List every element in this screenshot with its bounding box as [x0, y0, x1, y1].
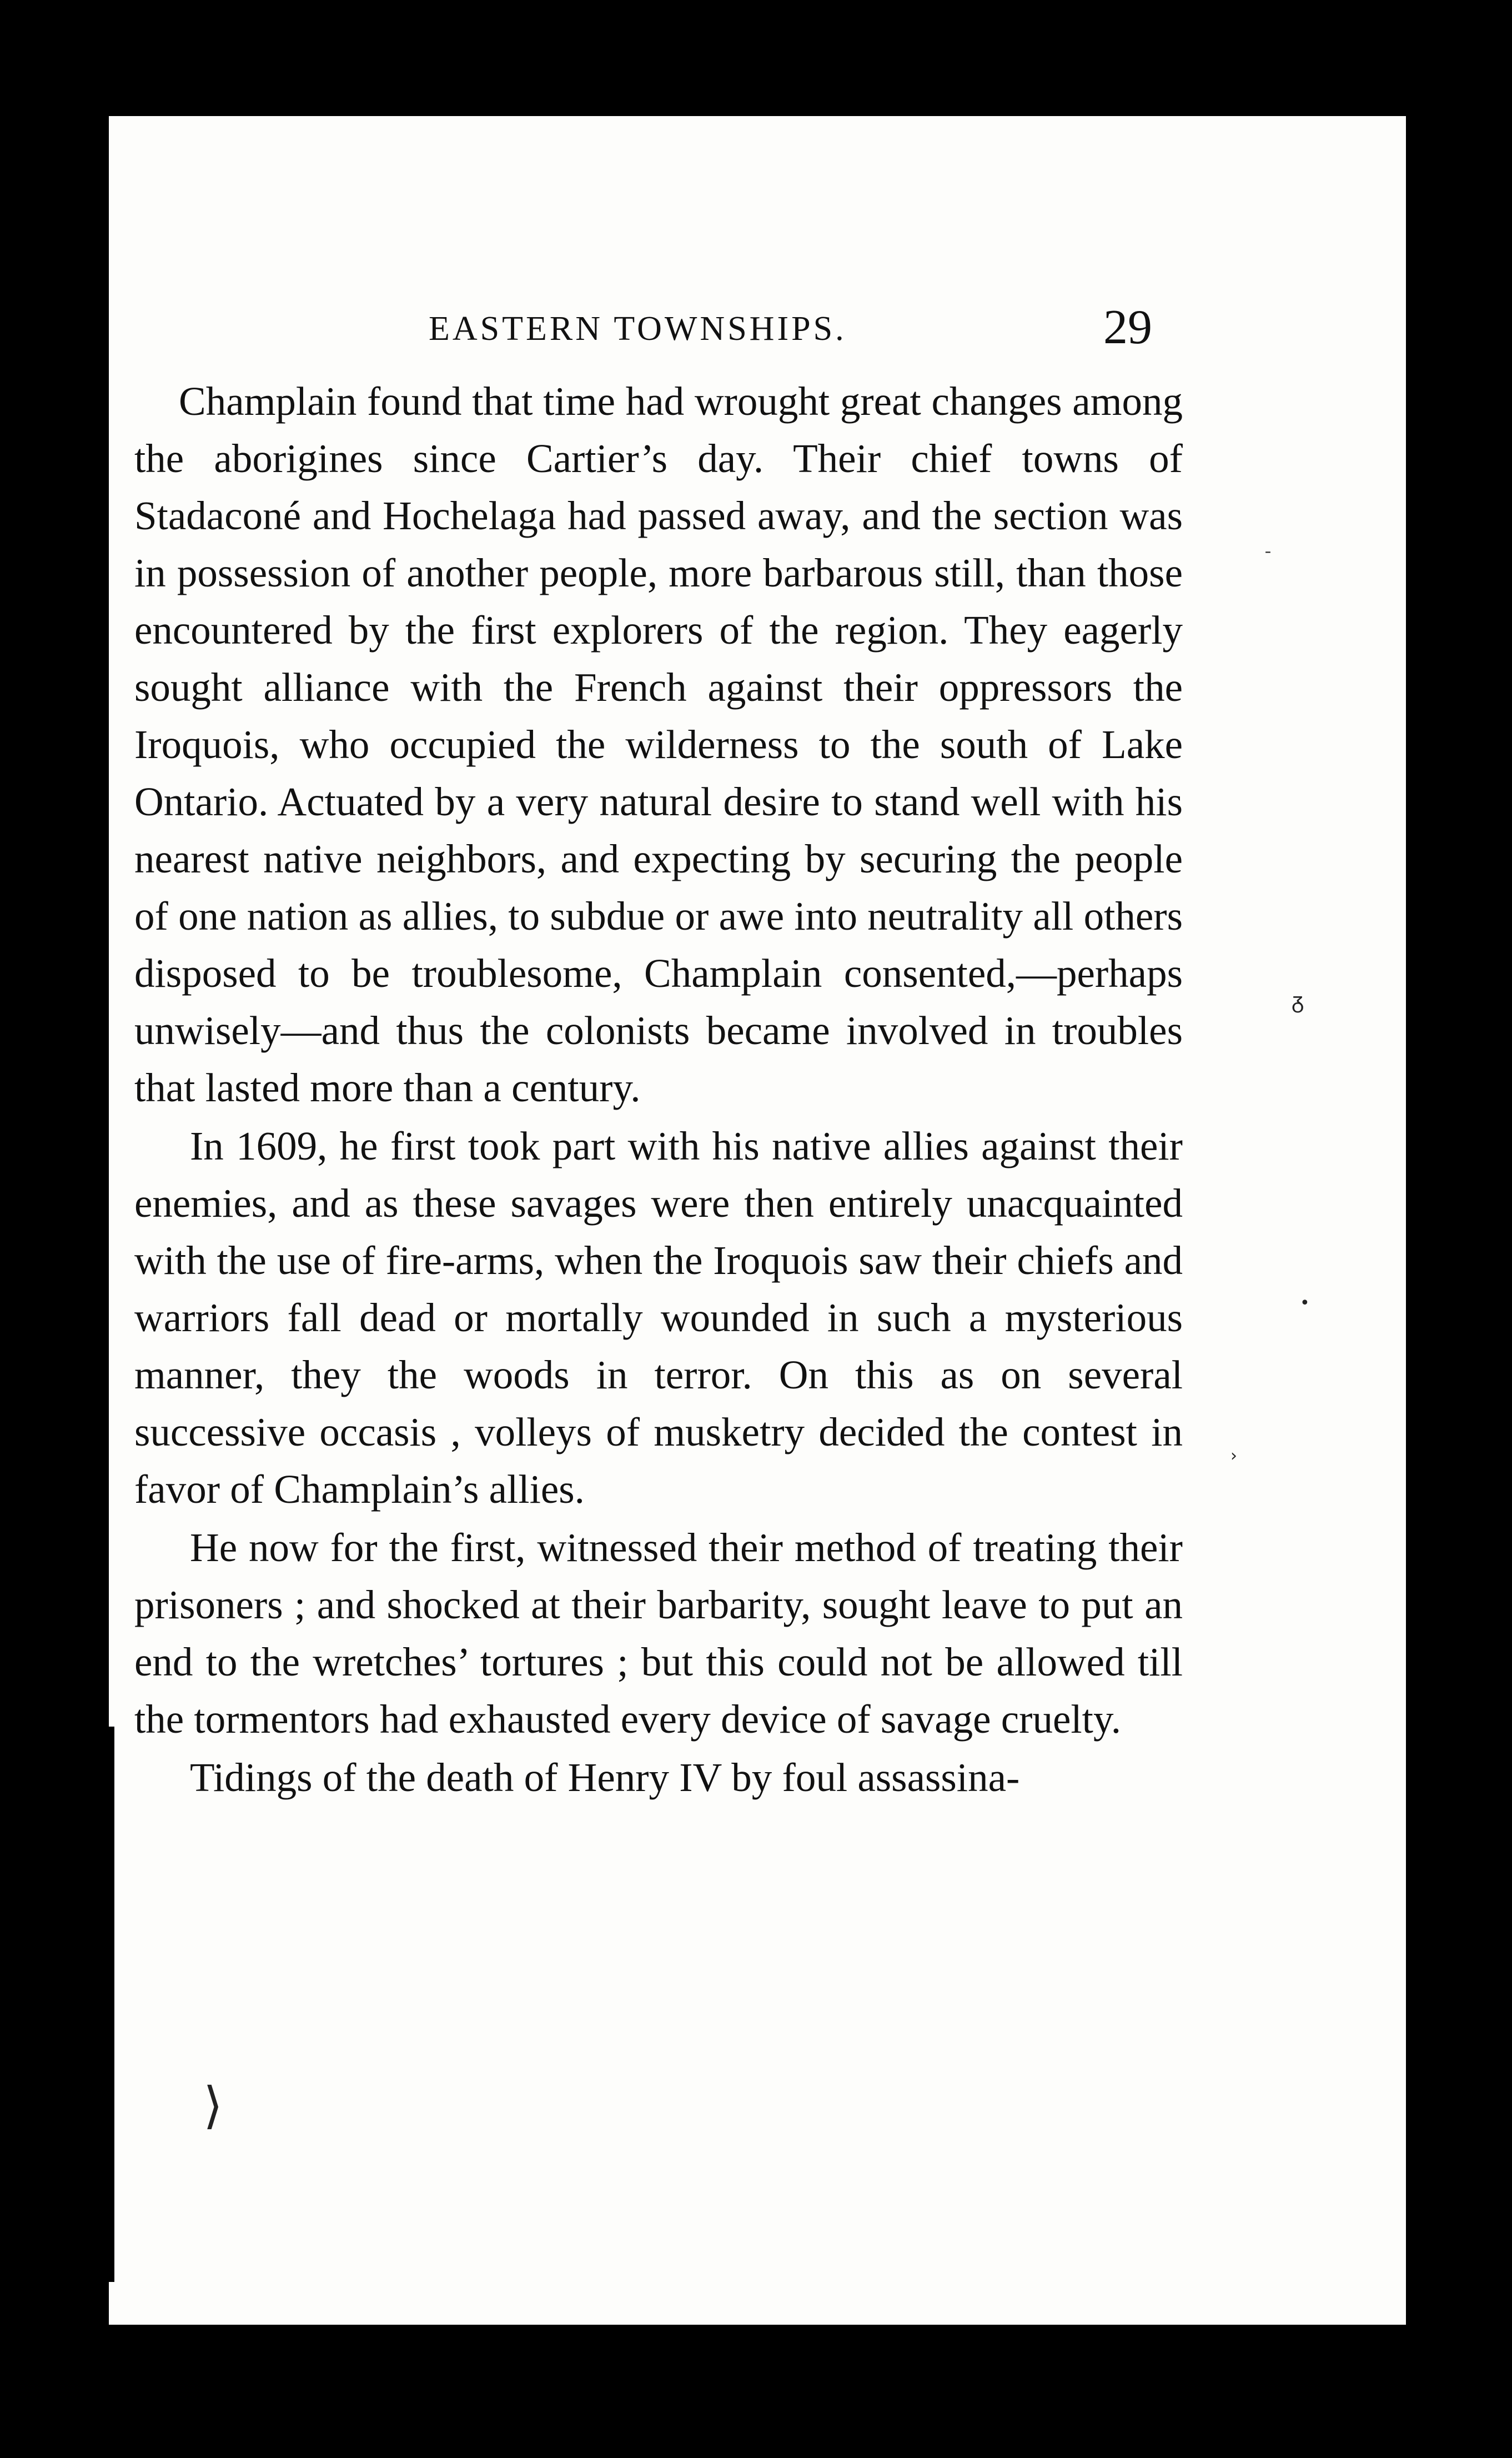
running-head: EASTERN TOWNSHIPS. [429, 310, 847, 348]
gutter-shadow [109, 1727, 114, 2282]
body-text [134, 373, 1183, 1807]
page-number: 29 [1103, 300, 1152, 354]
ink-speck: › [1230, 1446, 1237, 1466]
paragraph-1609-battle: In 1609, he first took part with his native allies against their enemies, and as these savages were then entirely unacquainted with the use of fire-arms, when the Iroquois saw their chiefs and warriors fall dead or mortally wounded in such a mysterious manner, they the woods in terror. On this as on several successive occasis , volleys of musketry decided the contest in favor of Champlain’s allies. [134, 1123, 1183, 1512]
ink-speck: ᵹ [1292, 988, 1304, 1014]
paragraph-champlain-changes: Champlain found that time had wrought great changes among the aborigines since Cartier’s day. Their chief towns of Stadaconé and Hochelaga had passed away, and the section was in possession of another people, more barbarous still, than those encountered by the first explorers of the region. They eagerly sought alliance with the French against their oppressors the Iroquois, who occupied the wilderness to the south of Lake Ontario. Actuated by a very natural desire to stand well with his nearest native neighbors, and expecting by securing the people of one nation as allies, to subdue or awe into neutrality all others disposed to be troublesome, Champlain consented,—perhaps unwisely—and thus the colonists became involved in troubles that lasted more than a century. [134, 379, 1183, 1110]
paragraph-prisoners: He now for the first, witnessed their method of treating their prisoners ; and shocked at their barbarity, sought leave to put an end to the wretches’ tortures ; but this could not be allowed till the tormentors had exhausted every device of savage cruelty. [134, 1525, 1183, 1742]
paragraph-tidings: Tidings of the death of Henry IV by foul assassina- [190, 1755, 1020, 1800]
ink-speck: • [1300, 1293, 1310, 1313]
book-page [109, 116, 1406, 2325]
pencil-mark: ⟩ [203, 2076, 223, 2135]
page-header [109, 299, 1406, 360]
ink-speck: ˉ [1264, 549, 1272, 569]
